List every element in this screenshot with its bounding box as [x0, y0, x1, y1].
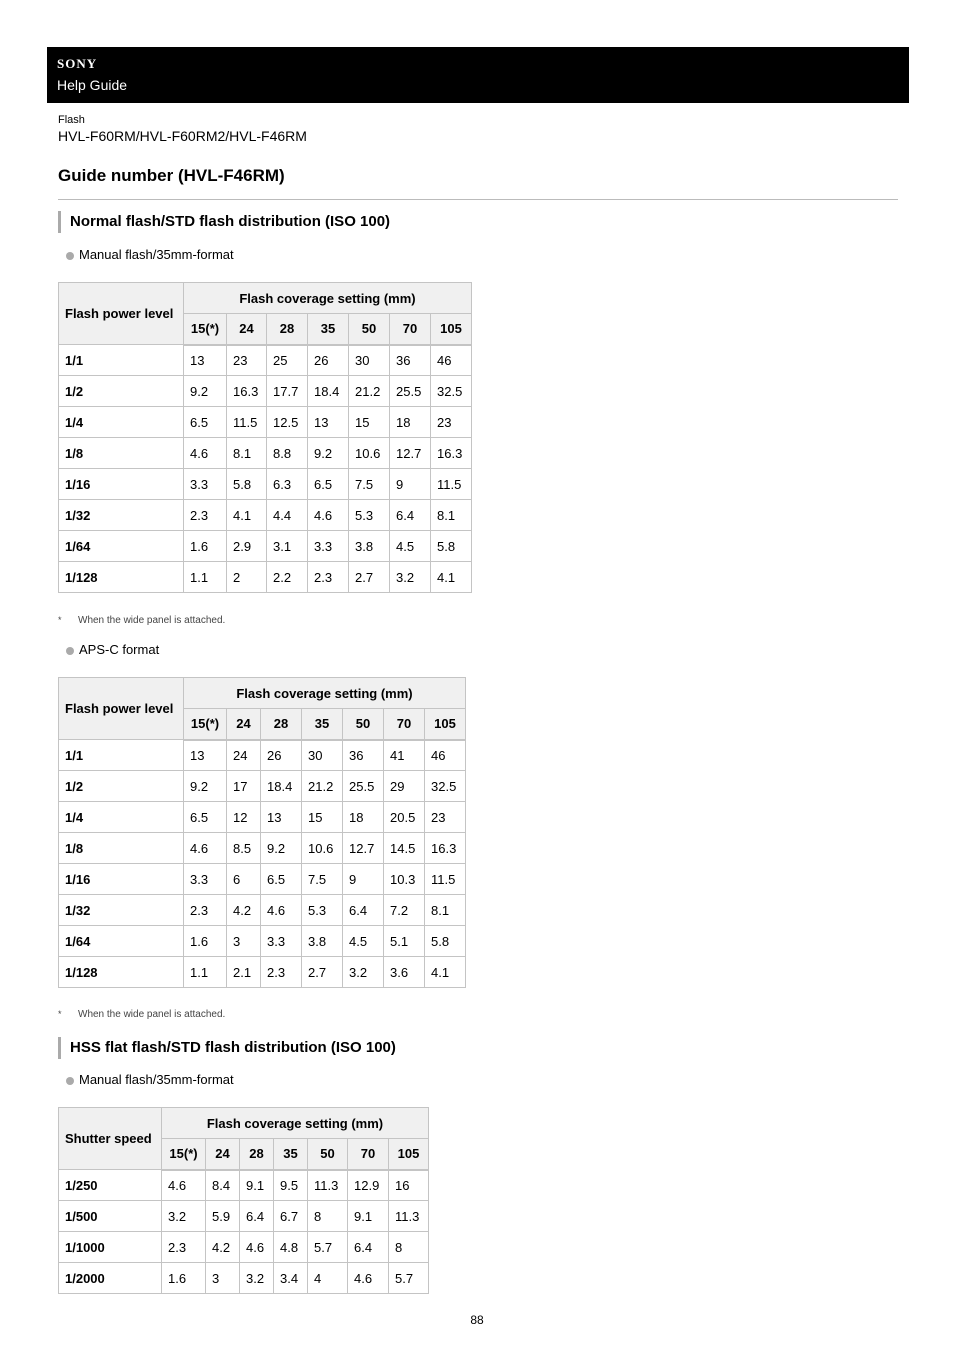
value-cell: 2.7 — [349, 562, 390, 593]
value-cell: 1.6 — [184, 926, 227, 957]
value-cell: 11.3 — [389, 1201, 429, 1232]
value-cell: 4.6 — [184, 833, 227, 864]
value-cell: 5.8 — [227, 469, 267, 500]
row-label-cell: 1/2 — [59, 771, 184, 802]
table-row — [59, 500, 472, 531]
value-cell: 25.5 — [390, 376, 431, 407]
value-cell: 15 — [349, 407, 390, 438]
table-row — [59, 740, 466, 771]
column-header-cell: 50 — [349, 314, 390, 345]
value-cell: 3.8 — [302, 926, 343, 957]
value-cell: 3.1 — [267, 531, 308, 562]
value-cell: 5.8 — [425, 926, 466, 957]
value-cell: 6.5 — [184, 802, 227, 833]
title-divider — [58, 199, 898, 200]
page-number: 88 — [470, 1313, 484, 1327]
row-header-cell: Flash power level — [59, 283, 184, 345]
footnote-mark: * — [58, 1009, 62, 1019]
row-label-cell: 1/2 — [59, 376, 184, 407]
table-row — [59, 531, 472, 562]
value-cell: 2.1 — [227, 957, 261, 988]
value-cell: 8.1 — [431, 500, 472, 531]
value-cell: 5.3 — [349, 500, 390, 531]
column-header-cell: 50 — [308, 1139, 348, 1170]
guide-number-table-normal-apsc — [58, 677, 466, 988]
value-cell: 4.2 — [227, 895, 261, 926]
value-cell: 13 — [184, 345, 227, 376]
bullet-dot-icon — [66, 1077, 74, 1085]
brand-logo: SONY — [57, 56, 98, 71]
value-cell: 5.9 — [206, 1201, 240, 1232]
value-cell: 12 — [227, 802, 261, 833]
value-cell: 3.2 — [343, 957, 384, 988]
value-cell: 12.7 — [390, 438, 431, 469]
row-label-cell: 1/32 — [59, 895, 184, 926]
table-row — [59, 376, 472, 407]
value-cell: 36 — [390, 345, 431, 376]
table-row — [59, 562, 472, 593]
row-label-cell: 1/500 — [59, 1201, 162, 1232]
value-cell: 8.5 — [227, 833, 261, 864]
value-cell: 4.8 — [274, 1232, 308, 1263]
row-label-cell: 1/64 — [59, 926, 184, 957]
bullet-manual-35mm — [66, 1072, 234, 1087]
value-cell: 4.6 — [308, 500, 349, 531]
value-cell: 13 — [261, 802, 302, 833]
row-header-cell: Shutter speed — [59, 1108, 162, 1170]
value-cell: 6.4 — [390, 500, 431, 531]
value-cell: 30 — [349, 345, 390, 376]
value-cell: 8.8 — [267, 438, 308, 469]
value-cell: 23 — [227, 345, 267, 376]
value-cell: 2.3 — [261, 957, 302, 988]
value-cell: 6.5 — [184, 407, 227, 438]
group-header-cell: Flash coverage setting (mm) — [162, 1108, 429, 1139]
value-cell: 6.4 — [240, 1201, 274, 1232]
column-header-cell: 28 — [267, 314, 308, 345]
value-cell: 3.3 — [261, 926, 302, 957]
value-cell: 8.1 — [425, 895, 466, 926]
bullet-label: Manual flash/35mm-format — [79, 247, 234, 262]
group-header-cell: Flash coverage setting (mm) — [184, 283, 472, 314]
bullet-label: APS-C format — [79, 642, 160, 657]
value-cell: 10.6 — [302, 833, 343, 864]
row-label-cell: 1/128 — [59, 562, 184, 593]
value-cell: 5.3 — [302, 895, 343, 926]
table-row — [59, 1201, 429, 1232]
row-label-cell: 1/64 — [59, 531, 184, 562]
value-cell: 9.2 — [308, 438, 349, 469]
value-cell: 21.2 — [349, 376, 390, 407]
value-cell: 16.3 — [431, 438, 472, 469]
bullet-manual-35mm — [66, 247, 234, 262]
table-row — [59, 1170, 429, 1201]
row-label-cell: 1/1 — [59, 740, 184, 771]
value-cell: 2.9 — [227, 531, 267, 562]
bullet-dot-icon — [66, 647, 74, 655]
table-row — [59, 926, 466, 957]
value-cell: 9.1 — [240, 1170, 274, 1201]
row-label-cell: 1/1000 — [59, 1232, 162, 1263]
value-cell: 46 — [425, 740, 466, 771]
value-cell: 3.2 — [390, 562, 431, 593]
row-label-cell: 1/4 — [59, 802, 184, 833]
value-cell: 17 — [227, 771, 261, 802]
value-cell: 7.5 — [302, 864, 343, 895]
column-header-cell: 50 — [343, 709, 384, 740]
value-cell: 4.6 — [184, 438, 227, 469]
table-row — [59, 469, 472, 500]
value-cell: 6 — [227, 864, 261, 895]
value-cell: 25 — [267, 345, 308, 376]
value-cell: 6.5 — [261, 864, 302, 895]
value-cell: 2.3 — [184, 895, 227, 926]
page-title: Guide number (HVL-F46RM) — [58, 166, 285, 185]
table-row — [59, 345, 472, 376]
bullet-aps-c — [66, 642, 159, 657]
column-header-cell: 24 — [227, 314, 267, 345]
value-cell: 16 — [389, 1170, 429, 1201]
value-cell: 30 — [302, 740, 343, 771]
product-models: HVL-F60RM/HVL-F60RM2/HVL-F46RM — [58, 128, 307, 144]
row-label-cell: 1/4 — [59, 407, 184, 438]
value-cell: 8.4 — [206, 1170, 240, 1201]
row-label-cell: 1/2000 — [59, 1263, 162, 1294]
row-label-cell: 1/8 — [59, 833, 184, 864]
row-label-cell: 1/1 — [59, 345, 184, 376]
footnote — [58, 615, 225, 626]
value-cell: 9.2 — [184, 376, 227, 407]
value-cell: 3.8 — [349, 531, 390, 562]
value-cell: 9.2 — [261, 833, 302, 864]
value-cell: 4.1 — [227, 500, 267, 531]
value-cell: 4.6 — [261, 895, 302, 926]
value-cell: 21.2 — [302, 771, 343, 802]
column-header-cell: 15(*) — [184, 709, 227, 740]
value-cell: 4.4 — [267, 500, 308, 531]
value-cell: 13 — [308, 407, 349, 438]
row-header-cell: Flash power level — [59, 678, 184, 740]
value-cell: 2.3 — [308, 562, 349, 593]
value-cell: 3.2 — [162, 1201, 206, 1232]
column-header-cell: 70 — [348, 1139, 389, 1170]
value-cell: 1.1 — [184, 562, 227, 593]
value-cell: 4.1 — [431, 562, 472, 593]
value-cell: 3.4 — [274, 1263, 308, 1294]
bullet-dot-icon — [66, 252, 74, 260]
value-cell: 12.7 — [343, 833, 384, 864]
row-label-cell: 1/8 — [59, 438, 184, 469]
column-header-cell: 24 — [227, 709, 261, 740]
value-cell: 41 — [384, 740, 425, 771]
row-label-cell: 1/32 — [59, 500, 184, 531]
value-cell: 1.6 — [184, 531, 227, 562]
value-cell: 16.3 — [425, 833, 466, 864]
value-cell: 8 — [389, 1232, 429, 1263]
table-row — [59, 1263, 429, 1294]
footnote — [58, 1009, 225, 1020]
column-header-cell: 105 — [425, 709, 466, 740]
header-bar — [47, 47, 909, 103]
help-guide-label: Help Guide — [57, 77, 128, 93]
value-cell: 10.3 — [384, 864, 425, 895]
value-cell: 15 — [302, 802, 343, 833]
value-cell: 23 — [425, 802, 466, 833]
guide-number-table-normal-35mm — [58, 282, 472, 593]
value-cell: 18 — [390, 407, 431, 438]
column-header-cell: 105 — [389, 1139, 429, 1170]
footnote-text: When the wide panel is attached. — [78, 615, 226, 626]
table-row — [59, 802, 466, 833]
table-row — [59, 864, 466, 895]
column-header-cell: 15(*) — [184, 314, 227, 345]
table-row — [59, 438, 472, 469]
value-cell: 11.5 — [227, 407, 267, 438]
value-cell: 23 — [431, 407, 472, 438]
value-cell: 2.7 — [302, 957, 343, 988]
value-cell: 3 — [206, 1263, 240, 1294]
value-cell: 14.5 — [384, 833, 425, 864]
value-cell: 11.5 — [431, 469, 472, 500]
value-cell: 6.4 — [343, 895, 384, 926]
value-cell: 4.1 — [425, 957, 466, 988]
value-cell: 24 — [227, 740, 261, 771]
group-header-cell: Flash coverage setting (mm) — [184, 678, 466, 709]
column-header-cell: 24 — [206, 1139, 240, 1170]
value-cell: 2.3 — [162, 1232, 206, 1263]
value-cell: 4.5 — [343, 926, 384, 957]
value-cell: 4.2 — [206, 1232, 240, 1263]
value-cell: 4.5 — [390, 531, 431, 562]
value-cell: 7.2 — [384, 895, 425, 926]
table-row — [59, 407, 472, 438]
value-cell: 7.5 — [349, 469, 390, 500]
value-cell: 12.9 — [348, 1170, 389, 1201]
value-cell: 8 — [308, 1201, 348, 1232]
value-cell: 4 — [308, 1263, 348, 1294]
column-header-cell: 35 — [302, 709, 343, 740]
value-cell: 18 — [343, 802, 384, 833]
value-cell: 36 — [343, 740, 384, 771]
column-header-cell: 35 — [308, 314, 349, 345]
value-cell: 9 — [390, 469, 431, 500]
value-cell: 16.3 — [227, 376, 267, 407]
column-header-cell: 70 — [384, 709, 425, 740]
value-cell: 5.7 — [389, 1263, 429, 1294]
guide-number-table-hss-35mm — [58, 1107, 429, 1294]
value-cell: 32.5 — [425, 771, 466, 802]
value-cell: 18.4 — [308, 376, 349, 407]
value-cell: 5.7 — [308, 1232, 348, 1263]
column-header-cell: 15(*) — [162, 1139, 206, 1170]
table-row — [59, 957, 466, 988]
footnote-text: When the wide panel is attached. — [78, 1009, 226, 1020]
value-cell: 3.2 — [240, 1263, 274, 1294]
value-cell: 6.7 — [274, 1201, 308, 1232]
value-cell: 6.4 — [348, 1232, 389, 1263]
value-cell: 5.8 — [431, 531, 472, 562]
section-title-hss-flash: HSS flat flash/STD flash distribution (ISO 100) — [58, 1037, 396, 1059]
table-row — [59, 1232, 429, 1263]
value-cell: 26 — [308, 345, 349, 376]
row-label-cell: 1/128 — [59, 957, 184, 988]
value-cell: 6.3 — [267, 469, 308, 500]
value-cell: 9.2 — [184, 771, 227, 802]
value-cell: 11.5 — [425, 864, 466, 895]
value-cell: 20.5 — [384, 802, 425, 833]
value-cell: 3.6 — [384, 957, 425, 988]
value-cell: 4.6 — [348, 1263, 389, 1294]
table-row — [59, 833, 466, 864]
value-cell: 6.5 — [308, 469, 349, 500]
column-header-cell: 28 — [240, 1139, 274, 1170]
footnote-mark: * — [58, 615, 62, 625]
value-cell: 8.1 — [227, 438, 267, 469]
row-label-cell: 1/16 — [59, 469, 184, 500]
table-row — [59, 771, 466, 802]
value-cell: 13 — [184, 740, 227, 771]
column-header-cell: 70 — [390, 314, 431, 345]
value-cell: 2 — [227, 562, 267, 593]
bullet-label: Manual flash/35mm-format — [79, 1072, 234, 1087]
section-title-normal-flash: Normal flash/STD flash distribution (ISO 100) — [58, 211, 390, 233]
value-cell: 1.1 — [184, 957, 227, 988]
value-cell: 3.3 — [184, 469, 227, 500]
value-cell: 1.6 — [162, 1263, 206, 1294]
value-cell: 5.1 — [384, 926, 425, 957]
row-label-cell: 1/250 — [59, 1170, 162, 1201]
value-cell: 9.1 — [348, 1201, 389, 1232]
value-cell: 29 — [384, 771, 425, 802]
value-cell: 3.3 — [184, 864, 227, 895]
value-cell: 9 — [343, 864, 384, 895]
value-cell: 46 — [431, 345, 472, 376]
column-header-cell: 28 — [261, 709, 302, 740]
value-cell: 4.6 — [240, 1232, 274, 1263]
value-cell: 2.2 — [267, 562, 308, 593]
value-cell: 3.3 — [308, 531, 349, 562]
value-cell: 25.5 — [343, 771, 384, 802]
value-cell: 12.5 — [267, 407, 308, 438]
column-header-cell: 105 — [431, 314, 472, 345]
value-cell: 3 — [227, 926, 261, 957]
product-category: Flash — [58, 114, 85, 126]
value-cell: 18.4 — [261, 771, 302, 802]
value-cell: 17.7 — [267, 376, 308, 407]
value-cell: 11.3 — [308, 1170, 348, 1201]
value-cell: 9.5 — [274, 1170, 308, 1201]
value-cell: 4.6 — [162, 1170, 206, 1201]
value-cell: 2.3 — [184, 500, 227, 531]
column-header-cell: 35 — [274, 1139, 308, 1170]
table-row — [59, 895, 466, 926]
value-cell: 10.6 — [349, 438, 390, 469]
value-cell: 32.5 — [431, 376, 472, 407]
row-label-cell: 1/16 — [59, 864, 184, 895]
value-cell: 26 — [261, 740, 302, 771]
